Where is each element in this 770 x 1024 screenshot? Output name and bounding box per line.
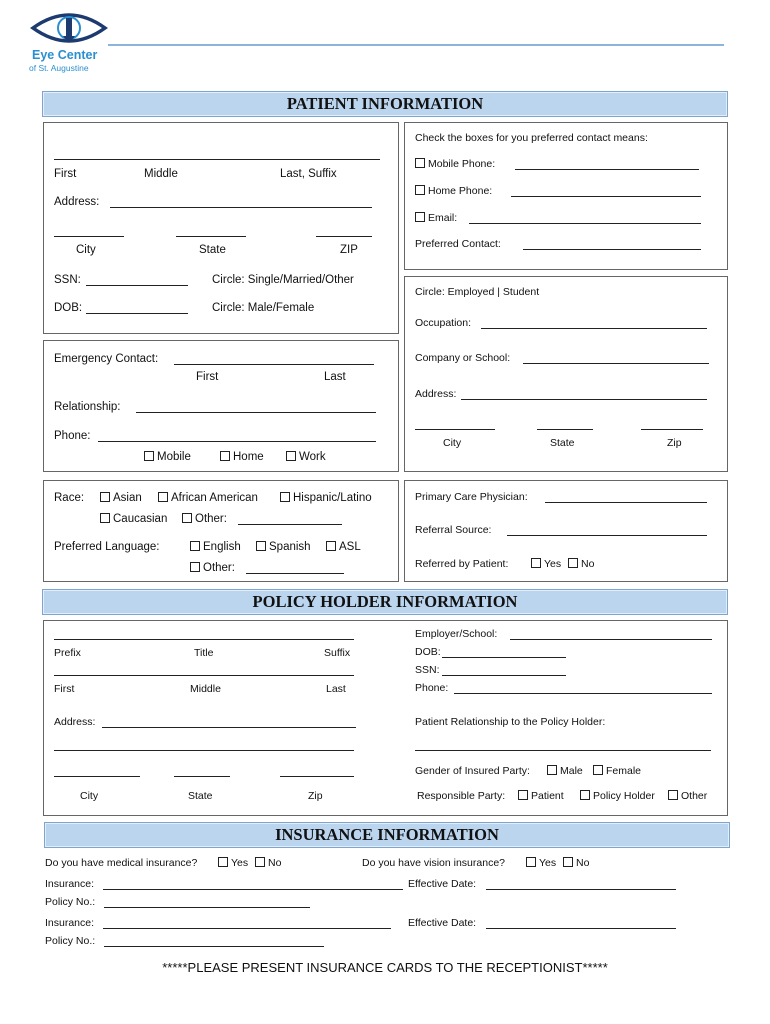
email-row: [415, 211, 457, 225]
vision-insurance-question: Do you have vision insurance?: [362, 857, 506, 869]
vision-no-label: No: [576, 857, 590, 869]
responsible-holder-label: Policy Holder: [593, 790, 655, 802]
mobile-phone-field[interactable]: [515, 169, 699, 170]
patient-relationship-label: Patient Relationship to the Policy Holder:: [415, 716, 606, 728]
language-english-checkbox[interactable]: [190, 541, 200, 551]
employment-address-label: Address:: [415, 388, 457, 400]
race-other-label: Other:: [195, 513, 227, 525]
race-other-checkbox[interactable]: [182, 513, 192, 523]
insurance-2-label: Insurance:: [45, 917, 95, 929]
gender-female-label: Female: [606, 765, 642, 777]
policy-address-field-2[interactable]: [54, 750, 354, 751]
referred-by-patient-label: Referred by Patient:: [415, 558, 509, 570]
policy-holder-box: [43, 620, 728, 816]
occupation-field[interactable]: [481, 328, 707, 329]
referred-yes-checkbox[interactable]: [531, 558, 541, 568]
emergency-work-label: Work: [299, 451, 326, 463]
address-label: Address:: [54, 196, 100, 208]
emergency-work-option: [286, 450, 326, 464]
policy-prefix-label: Prefix: [54, 647, 81, 659]
emergency-contact-label: Emergency Contact:: [54, 353, 159, 365]
policy-phone-field[interactable]: [454, 693, 712, 694]
policy-ssn-label: SSN:: [415, 664, 440, 676]
insurance-2-field[interactable]: [103, 928, 391, 929]
language-asl-label: ASL: [339, 541, 361, 553]
email-field[interactable]: [469, 223, 701, 224]
address-field[interactable]: [110, 207, 372, 208]
logo-subtitle: of St. Augustine: [29, 63, 89, 73]
emergency-mobile-checkbox[interactable]: [144, 451, 154, 461]
race-asian-option: [100, 491, 142, 505]
effective-date-1-field[interactable]: [486, 889, 676, 890]
state-field[interactable]: [176, 236, 246, 237]
header-rule: [108, 44, 724, 46]
race-african-option: [158, 491, 258, 505]
policy-state-label: State: [188, 790, 213, 802]
employer-label: Employer/School:: [415, 628, 498, 640]
company-field[interactable]: [523, 363, 709, 364]
marital-status-label: Circle: Single/Married/Other: [212, 274, 354, 286]
zip-field[interactable]: [316, 236, 372, 237]
race-african-label: African American: [171, 492, 258, 504]
gender-female-checkbox[interactable]: [593, 765, 603, 775]
phone-label: Phone:: [54, 430, 91, 442]
policy-no-2-field[interactable]: [104, 946, 324, 947]
policy-first-label: First: [54, 683, 75, 695]
effective-date-1-label: Effective Date:: [408, 878, 477, 890]
employment-state-field[interactable]: [537, 429, 593, 430]
race-other-field[interactable]: [238, 524, 342, 525]
patient-details-box: [43, 122, 399, 334]
pcp-field[interactable]: [545, 502, 707, 503]
responsible-holder-option: [580, 789, 655, 803]
patient-relationship-field[interactable]: [415, 750, 711, 751]
referral-box: [404, 480, 728, 582]
insurance-1-field[interactable]: [103, 889, 403, 890]
company-label: Company or School:: [415, 352, 511, 364]
vision-yes-label: Yes: [539, 857, 557, 869]
medical-no-option: [255, 856, 281, 870]
city-label: City: [76, 244, 96, 256]
responsible-patient-checkbox[interactable]: [518, 790, 528, 800]
race-african-checkbox[interactable]: [158, 492, 168, 502]
referred-no-label: No: [581, 558, 595, 570]
employment-zip-label: Zip: [667, 437, 682, 449]
state-label: State: [199, 244, 226, 256]
gender-female-option: [593, 764, 641, 778]
home-phone-field[interactable]: [511, 196, 701, 197]
email-checkbox[interactable]: [415, 212, 425, 222]
policy-last-label: Last: [326, 683, 346, 695]
employment-circle-label: Circle: Employed | Student: [415, 286, 540, 298]
policy-dob-field[interactable]: [442, 657, 566, 658]
city-field[interactable]: [54, 236, 124, 237]
name-middle-label: Middle: [144, 168, 178, 180]
referred-no-option: [568, 557, 594, 571]
referred-yes-option: [531, 557, 561, 571]
medical-yes-label: Yes: [231, 857, 249, 869]
responsible-other-checkbox[interactable]: [668, 790, 678, 800]
footer-notice: *****PLEASE PRESENT INSURANCE CARDS TO THE RECEPTIONIST*****: [162, 960, 608, 975]
effective-date-2-field[interactable]: [486, 928, 676, 929]
emergency-last-label: Last: [324, 371, 346, 383]
emergency-contact-box: [43, 340, 399, 472]
emergency-home-option: [220, 450, 264, 464]
employment-city-label: City: [443, 437, 462, 449]
logo: [24, 10, 114, 76]
preferred-contact-field[interactable]: [523, 249, 701, 250]
policy-city-label: City: [80, 790, 99, 802]
referral-source-field[interactable]: [507, 535, 707, 536]
pcp-label: Primary Care Physician:: [415, 491, 528, 503]
language-other-checkbox[interactable]: [190, 562, 200, 572]
dob-field[interactable]: [86, 313, 188, 314]
emergency-first-label: First: [196, 371, 219, 383]
emergency-work-checkbox[interactable]: [286, 451, 296, 461]
language-asl-option: [326, 540, 361, 554]
emergency-home-label: Home: [233, 451, 264, 463]
mobile-phone-row: [415, 157, 495, 171]
race-hispanic-label: Hispanic/Latino: [293, 492, 372, 504]
policy-city-field[interactable]: [54, 776, 140, 777]
insurance-1-label: Insurance:: [45, 878, 95, 890]
policy-state-field[interactable]: [174, 776, 230, 777]
employer-field[interactable]: [510, 639, 712, 640]
referral-source-label: Referral Source:: [415, 524, 492, 536]
email-label: Email:: [428, 212, 458, 224]
race-caucasian-option: [100, 512, 167, 526]
section-banner-patient: PATIENT INFORMATION: [42, 91, 728, 117]
preferred-contact-label: Preferred Contact:: [415, 238, 501, 250]
language-english-option: [190, 540, 241, 554]
policy-middle-label: Middle: [190, 683, 221, 695]
responsible-patient-option: [518, 789, 564, 803]
emergency-mobile-option: [144, 450, 191, 464]
policy-name-line-1[interactable]: [54, 639, 354, 640]
language-other-field[interactable]: [246, 573, 344, 574]
responsible-party-label: Responsible Party:: [417, 790, 506, 802]
policy-no-1-label: Policy No.:: [45, 896, 96, 908]
responsible-holder-checkbox[interactable]: [580, 790, 590, 800]
home-phone-row: [415, 184, 492, 198]
emergency-mobile-label: Mobile: [157, 451, 191, 463]
effective-date-2-label: Effective Date:: [408, 917, 477, 929]
gender-male-option: [547, 764, 583, 778]
medical-insurance-question: Do you have medical insurance?: [45, 857, 198, 869]
race-label: Race:: [54, 492, 85, 504]
mobile-phone-label: Mobile Phone:: [428, 158, 496, 170]
language-spanish-label: Spanish: [269, 541, 311, 553]
occupation-label: Occupation:: [415, 317, 472, 329]
dob-label: DOB:: [54, 302, 83, 314]
policy-dob-label: DOB:: [415, 646, 441, 658]
home-phone-label: Home Phone:: [428, 185, 493, 197]
zip-label: ZIP: [340, 244, 358, 256]
vision-no-option: [563, 856, 589, 870]
language-english-label: English: [203, 541, 241, 553]
eye-logo-icon: [30, 10, 108, 46]
name-first-label: First: [54, 168, 77, 180]
language-asl-checkbox[interactable]: [326, 541, 336, 551]
gender-male-label: Male: [560, 765, 583, 777]
vision-yes-option: [526, 856, 556, 870]
insured-gender-label: Gender of Insured Party:: [415, 765, 530, 777]
language-other-option: [190, 561, 235, 575]
name-field[interactable]: [54, 159, 380, 160]
emergency-contact-field[interactable]: [174, 364, 374, 365]
medical-no-label: No: [268, 857, 282, 869]
referred-no-checkbox[interactable]: [568, 558, 578, 568]
contact-heading: Check the boxes for you preferred contact means:: [415, 132, 648, 144]
policy-address-field[interactable]: [102, 727, 356, 728]
employment-box: [404, 276, 728, 472]
employment-zip-field[interactable]: [641, 429, 703, 430]
phone-field[interactable]: [98, 441, 376, 442]
medical-yes-option: [218, 856, 248, 870]
ssn-field[interactable]: [86, 285, 188, 286]
emergency-home-checkbox[interactable]: [220, 451, 230, 461]
employment-state-label: State: [550, 437, 575, 449]
responsible-patient-label: Patient: [531, 790, 564, 802]
name-last-label: Last, Suffix: [280, 168, 337, 180]
language-spanish-checkbox[interactable]: [256, 541, 266, 551]
home-phone-checkbox[interactable]: [415, 185, 425, 195]
section-banner-insurance: INSURANCE INFORMATION: [44, 822, 730, 848]
policy-zip-label: Zip: [308, 790, 323, 802]
responsible-other-option: [668, 789, 707, 803]
medical-yes-checkbox[interactable]: [218, 857, 228, 867]
section-banner-policy: POLICY HOLDER INFORMATION: [42, 589, 728, 615]
responsible-other-label: Other: [681, 790, 708, 802]
race-asian-checkbox[interactable]: [100, 492, 110, 502]
race-other-option: [182, 512, 227, 526]
vision-yes-checkbox[interactable]: [526, 857, 536, 867]
preferred-language-label: Preferred Language:: [54, 541, 160, 553]
relationship-label: Relationship:: [54, 401, 121, 413]
policy-no-2-label: Policy No.:: [45, 935, 96, 947]
policy-no-1-field[interactable]: [104, 907, 310, 908]
gender-male-checkbox[interactable]: [547, 765, 557, 775]
policy-address-label: Address:: [54, 716, 96, 728]
language-other-label: Other:: [203, 562, 235, 574]
race-hispanic-checkbox[interactable]: [280, 492, 290, 502]
sex-label: Circle: Male/Female: [212, 302, 315, 314]
race-caucasian-label: Caucasian: [113, 513, 168, 525]
race-hispanic-option: [280, 491, 372, 505]
mobile-phone-checkbox[interactable]: [415, 158, 425, 168]
relationship-field[interactable]: [136, 412, 376, 413]
ssn-label: SSN:: [54, 274, 81, 286]
race-asian-label: Asian: [113, 492, 142, 504]
logo-name: Eye Center: [32, 48, 98, 62]
medical-no-checkbox[interactable]: [255, 857, 265, 867]
vision-no-checkbox[interactable]: [563, 857, 573, 867]
employment-address-field[interactable]: [461, 399, 707, 400]
employment-city-field[interactable]: [415, 429, 495, 430]
policy-ssn-field[interactable]: [442, 675, 566, 676]
contact-means-box: [404, 122, 728, 270]
race-caucasian-checkbox[interactable]: [100, 513, 110, 523]
policy-name-line-2[interactable]: [54, 675, 354, 676]
race-language-box: [43, 480, 399, 582]
language-spanish-option: [256, 540, 311, 554]
policy-title-label: Title: [194, 647, 214, 659]
policy-phone-label: Phone:: [415, 682, 449, 694]
policy-suffix-label: Suffix: [324, 647, 351, 659]
referred-yes-label: Yes: [544, 558, 562, 570]
policy-zip-field[interactable]: [280, 776, 354, 777]
